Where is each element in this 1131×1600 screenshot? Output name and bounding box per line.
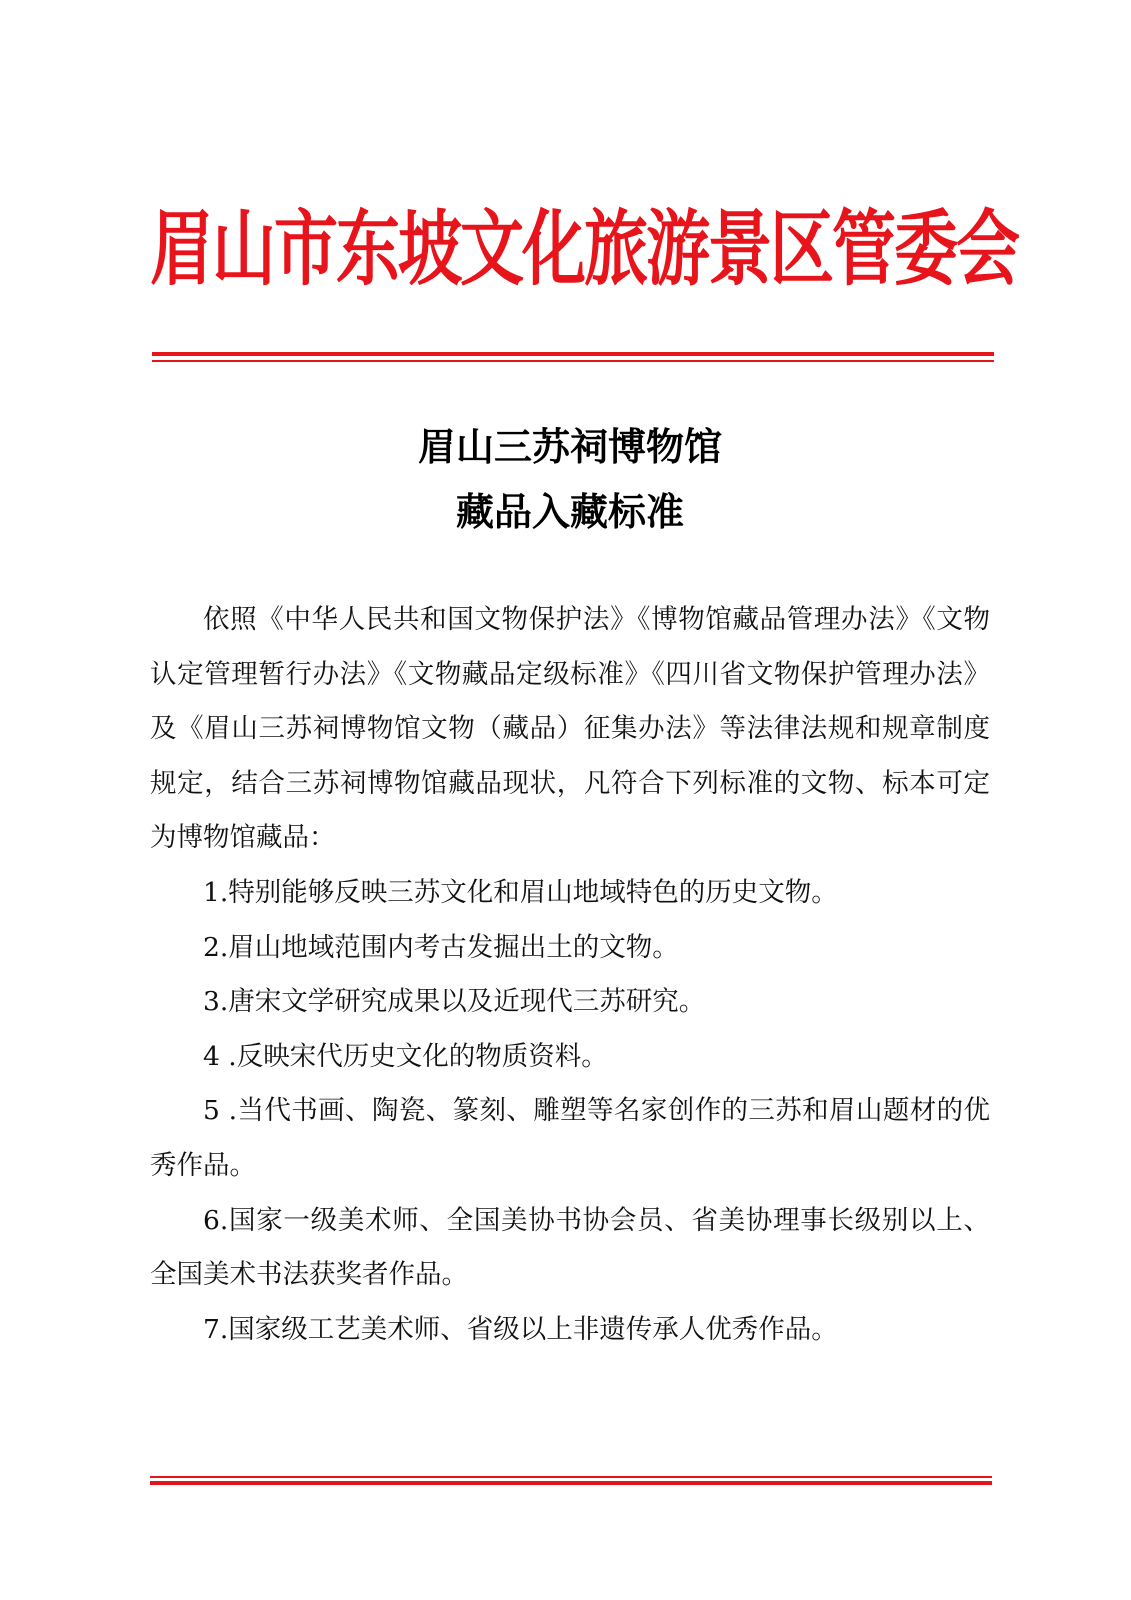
list-item-text: 反映宋代历史文化的物质资料。: [236, 1040, 608, 1072]
list-item-number: 1.: [203, 876, 229, 908]
list-item: [150, 975, 990, 1030]
list-item: [150, 866, 990, 921]
list-item-text: 国家一级美术师、全国美协书协会员、省美协理事长级别以上、全国美术书法获奖者作品。: [150, 1204, 990, 1291]
document-title-line-2: 藏品入藏标准: [455, 489, 684, 534]
list-item-text: 眉山地域范围内考古发掘出土的文物。: [228, 931, 679, 963]
list-item-text: 国家级工艺美术师、省级以上非遗传承人优秀作品。: [228, 1313, 838, 1345]
list-item-number: 3.: [203, 986, 229, 1018]
list-item: [150, 1303, 990, 1358]
organization-header: 眉山市东坡文化旅游景区管委会: [150, 201, 1018, 298]
list-item-text: 唐宋文学研究成果以及近现代三苏研究。: [228, 986, 706, 1018]
header-thick-rule: [152, 352, 994, 356]
list-item-number: 5 .: [203, 1095, 238, 1127]
document-body: [150, 593, 990, 1357]
footer-thin-rule: [150, 1476, 992, 1478]
intro-paragraph: 依照《中华人民共和国文物保护法》《博物馆藏品管理办法》《文物认定管理暂行办法》《文物藏品定级标准》《四川省文物保护管理办法》及《眉山三苏祠博物馆文物（藏品）征集办法》等法律法规和规章制度规定，结合三苏祠博物馆藏品现状，凡符合下列标准的文物、标本可定为博物馆藏品：: [150, 604, 990, 854]
header-thin-rule: [152, 360, 994, 362]
list-item-number: 4 .: [203, 1040, 237, 1072]
list-item-number: 6.: [203, 1204, 229, 1236]
list-item-text: 当代书画、陶瓷、篆刻、雕塑等名家创作的三苏和眉山题材的优秀作品。: [150, 1095, 991, 1181]
list-item: [150, 1084, 990, 1193]
list-item-number: 7.: [203, 1313, 229, 1345]
footer-thick-rule: [150, 1481, 992, 1485]
list-item: [150, 1194, 990, 1303]
list-item-text: 特别能够反映三苏文化和眉山地域特色的历史文物。: [228, 876, 838, 908]
document-title-line-1: 眉山三苏祠博物馆: [417, 424, 722, 469]
list-item-number: 2.: [203, 931, 229, 963]
list-item: [150, 921, 990, 976]
list-item: [150, 1030, 990, 1085]
